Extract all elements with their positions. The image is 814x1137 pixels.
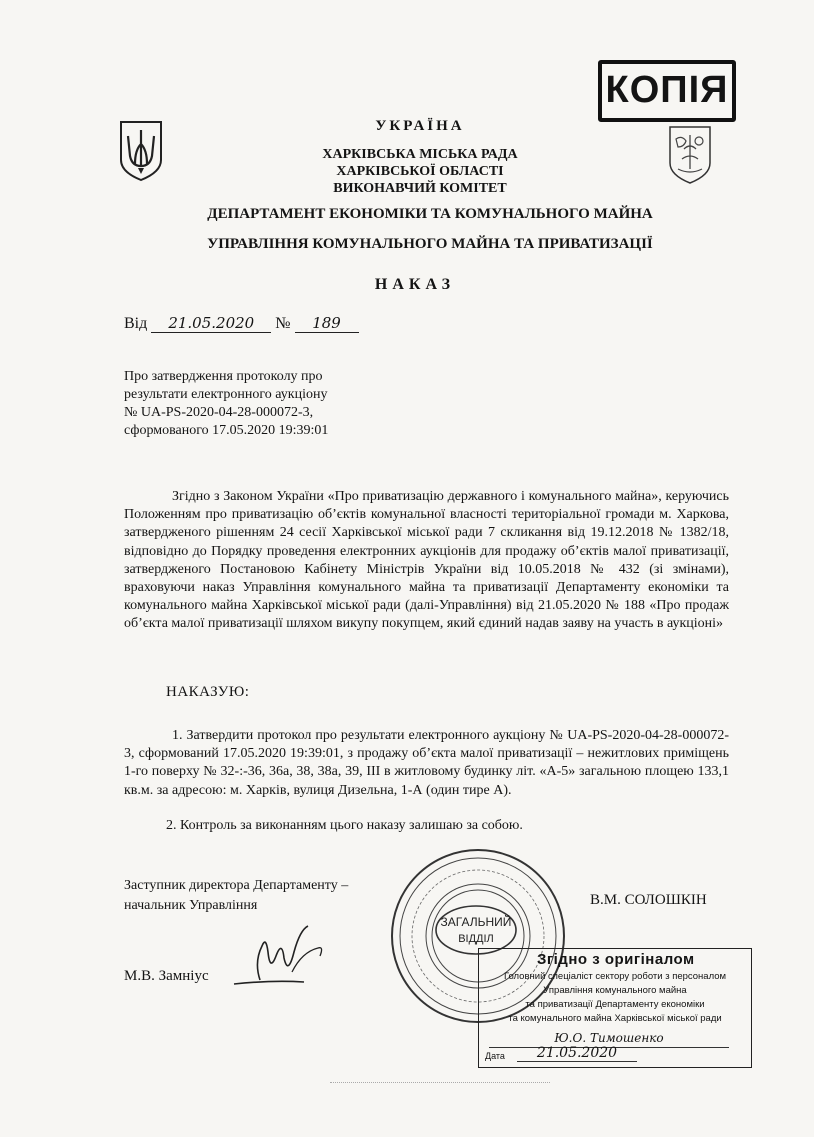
order-date: 21.05.2020 xyxy=(151,314,271,333)
council-line: ХАРКІВСЬКА МІСЬКА РАДА xyxy=(322,147,518,162)
council-line: ХАРКІВСЬКОЇ ОБЛАСТІ xyxy=(336,164,504,179)
management-title: УПРАВЛІННЯ КОМУНАЛЬНОГО МАЙНА ТА ПРИВАТИЗАЦІЇ xyxy=(207,236,653,252)
scan-artifact-divider xyxy=(330,1082,550,1083)
order-date-number xyxy=(124,314,359,333)
copy-stamp-header: Згідно з оригіналом xyxy=(537,951,695,968)
subject-line: сформованого 17.05.2020 19:39:01 xyxy=(124,423,329,438)
copy-stamp-line: та приватизації Департаменту економіки xyxy=(525,999,705,1010)
from-label: Від xyxy=(124,315,148,332)
order-subject xyxy=(124,368,384,440)
copy-stamp-line: Управління комунального майна xyxy=(543,985,687,996)
kharkiv-emblem-icon xyxy=(668,125,712,185)
seal-center-line: ВІДДІЛ xyxy=(458,933,494,945)
department-title: ДЕПАРТАМЕНТ ЕКОНОМІКИ ТА КОМУНАЛЬНОГО МАЙНА xyxy=(207,206,653,222)
seal-center-line: ЗАГАЛЬНИЙ xyxy=(440,915,512,929)
document-type: НАКАЗ xyxy=(374,276,456,293)
certified-copy-stamp xyxy=(478,948,752,1068)
subject-line: Про затвердження протоколу про xyxy=(124,369,323,384)
subject-line: № UA-PS-2020-04-28-000072-3, xyxy=(124,405,314,420)
copy-stamp-date-label: Дата xyxy=(485,1051,505,1061)
order-item-2: 2. Контроль за виконанням цього наказу залишаю за собою. xyxy=(166,818,523,833)
council-block xyxy=(280,146,560,197)
preamble-paragraph: Згідно з Законом України «Про приватизацію державного і комунального майна», керуючись Положенням про приватизацію об’єктів комунальної власності територіальної громади м. Харкова, затвердженого рішенням 24 сесії Харківської міської ради 7 скликання від 19.12.2018 № 1382/18, відповідно до Порядку проведення електронних аукціонів для продажу об’єктів малої приватизації, затвердженого Постановою Кабінету Міністрів України від 10.05.2018 № 432 (зі змінами), враховуючи наказ Управління комунального майна та приватизації Департаменту економіки та комунального майна Харківської міської ради (далі-Управління) від 21.05.2020 № 188 «Про продаж об’єкта малої приватизації шляхом викупу покупцем, який єдиний надав заяву на участь в аукціоні» xyxy=(124,489,729,632)
subject-line: результати електронного аукціону xyxy=(124,387,328,402)
council-line: ВИКОНАВЧИЙ КОМІТЕТ xyxy=(333,181,507,196)
handwritten-signature-icon xyxy=(232,922,342,994)
signer-name-left: М.В. Замніус xyxy=(124,968,209,984)
copy-stamp-line: Головний спеціаліст сектору роботи з персоналом xyxy=(503,971,727,982)
signer-position xyxy=(124,876,348,916)
order-item-1: 1. Затвердити протокол про результати електронного аукціону № UA-PS-2020-04-28-000072-3, сформований 17.05.2020 19:39:01, з продажу об’єкта малої приватизації – нежитлових приміщень 1-го поверху № 32-:-36, 36а, 38, 38а, 39, ІІІ в житловому будинку літ. «А-5» загальною площею 133,1 кв.м. за адресою: м. Харків, вулиця Дизельна, 1-А (один тире А). xyxy=(124,728,729,798)
order-word: НАКАЗУЮ: xyxy=(166,684,250,700)
number-label: № xyxy=(275,315,291,332)
position-line: начальник Управління xyxy=(124,898,258,913)
position-line: Заступник директора Департаменту – xyxy=(124,878,349,893)
order-number: 189 xyxy=(295,314,359,333)
copy-stamp: КОПІЯ xyxy=(598,60,736,122)
copy-stamp-date: 21.05.2020 xyxy=(517,1045,637,1062)
copy-stamp-line: та комунального майна Харківської міської ради xyxy=(508,1013,722,1024)
country-title: УКРАЇНА xyxy=(375,118,465,134)
trident-emblem-icon xyxy=(118,120,164,182)
copy-stamp-signature: Ю.О. Тимошенко xyxy=(489,1031,729,1048)
signer-name-right: В.М. СОЛОШКІН xyxy=(590,892,707,908)
